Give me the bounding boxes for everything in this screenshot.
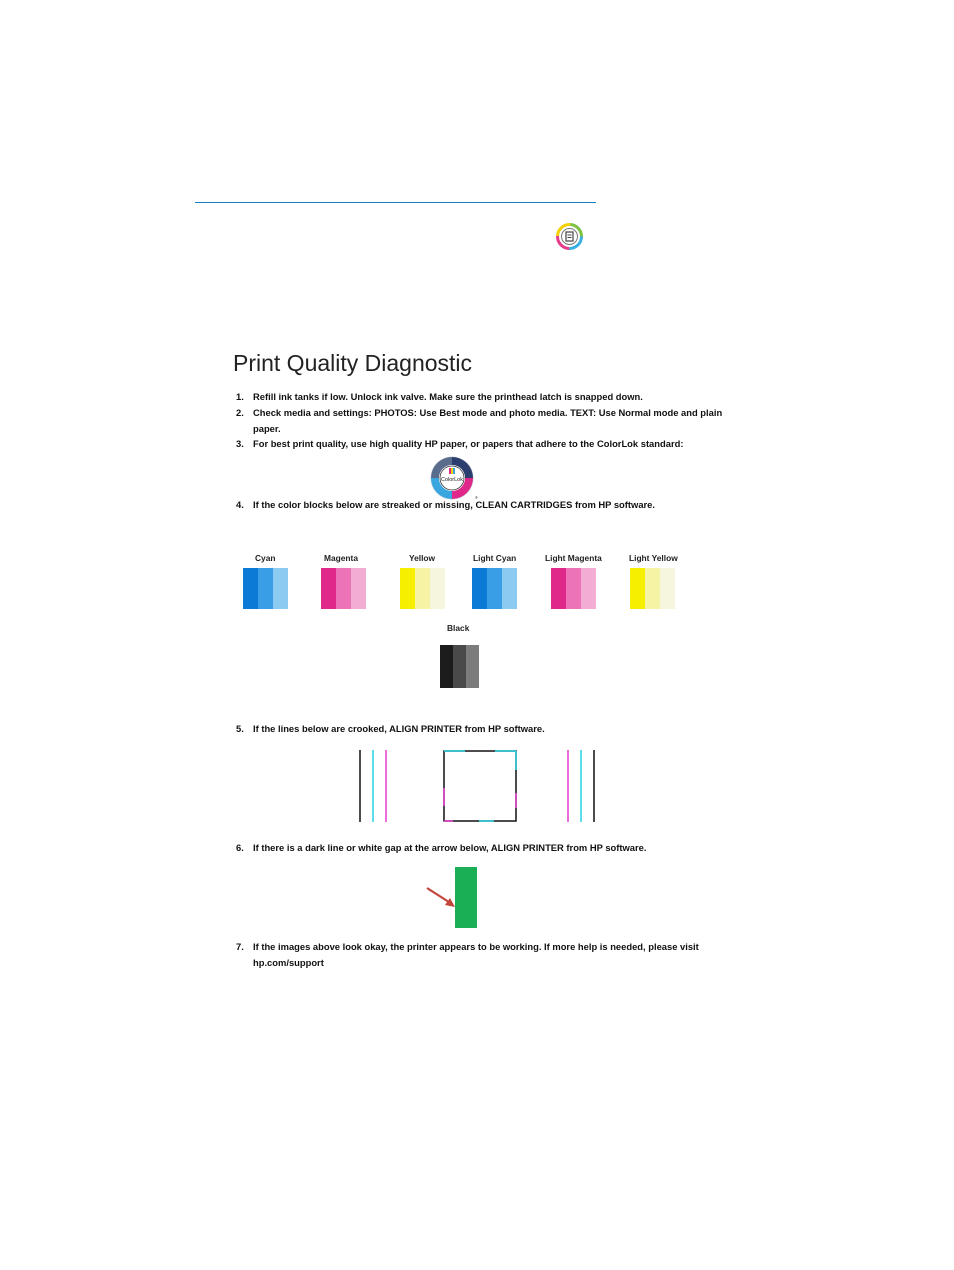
swatch-band-mid <box>645 568 660 609</box>
step-number: 4. <box>236 499 244 510</box>
swatch-band-dark <box>243 568 258 609</box>
swatch-band-mid <box>453 645 466 688</box>
step-number: 1. <box>236 391 244 402</box>
align-square <box>444 751 516 821</box>
hp-smart-icon <box>556 223 583 250</box>
swatch-band-mid <box>566 568 581 609</box>
svg-text:®: ® <box>475 495 478 500</box>
swatch-light-yellow <box>630 568 675 609</box>
green-test-bar <box>455 867 477 928</box>
swatch-band-light <box>466 645 479 688</box>
step-number: 2. <box>236 407 244 418</box>
swatch-band-light <box>581 568 596 609</box>
step-1 <box>236 389 726 405</box>
swatch-light-magenta <box>551 568 596 609</box>
arrow-icon <box>425 885 459 911</box>
step-3 <box>236 436 726 452</box>
swatch-band-dark <box>472 568 487 609</box>
colorlok-logo <box>428 455 478 501</box>
step-number: 5. <box>236 723 244 734</box>
step-text: If the images above look okay, the printer appears to be working. If more help is needed, please visit hp.com/support <box>253 941 699 968</box>
swatch-band-light <box>351 568 366 609</box>
swatch-band-dark <box>630 568 645 609</box>
swatch-band-dark <box>400 568 415 609</box>
swatch-label-light-yellow: Light Yellow <box>629 553 678 563</box>
swatch-label-cyan: Cyan <box>255 553 276 563</box>
swatch-band-dark <box>321 568 336 609</box>
step-4 <box>236 497 726 513</box>
swatch-band-mid <box>415 568 430 609</box>
step-6 <box>236 840 726 856</box>
step-number: 6. <box>236 842 244 853</box>
swatch-cyan <box>243 568 288 609</box>
step-number: 7. <box>236 941 244 952</box>
colorlok-logo-text: ColorLok <box>440 477 464 483</box>
swatch-label-black: Black <box>447 623 470 633</box>
swatch-band-mid <box>258 568 273 609</box>
step-2 <box>236 405 724 436</box>
step-text: If there is a dark line or white gap at the arrow below, ALIGN PRINTER from HP software. <box>253 842 647 853</box>
swatch-band-mid <box>487 568 502 609</box>
step-number: 3. <box>236 438 244 449</box>
step-text: If the lines below are crooked, ALIGN PRINTER from HP software. <box>253 723 545 734</box>
swatch-yellow <box>400 568 445 609</box>
step-text: Check media and settings: PHOTOS: Use Best mode and photo media. TEXT: Use Normal mode and plain paper. <box>253 407 723 434</box>
swatch-band-light <box>273 568 288 609</box>
step-text: If the color blocks below are streaked or missing, CLEAN CARTRIDGES from HP software. <box>253 499 655 510</box>
alignment-pattern <box>355 748 600 824</box>
swatch-band-light <box>660 568 675 609</box>
swatch-band-mid <box>336 568 351 609</box>
swatch-band-light <box>502 568 517 609</box>
swatch-band-light <box>430 568 445 609</box>
step-text: Refill ink tanks if low. Unlock ink valve. Make sure the printhead latch is snapped down. <box>253 391 643 402</box>
swatch-black <box>440 645 479 688</box>
swatch-band-dark <box>440 645 453 688</box>
hyperlink-underline <box>195 202 596 203</box>
report-title: Print Quality Diagnostic <box>233 350 473 376</box>
swatch-label-yellow: Yellow <box>409 553 436 563</box>
step-text: For best print quality, use high quality HP paper, or papers that adhere to the ColorLok standard: <box>253 438 684 449</box>
swatch-light-cyan <box>472 568 517 609</box>
step-7 <box>236 939 716 970</box>
swatch-magenta <box>321 568 366 609</box>
swatch-band-dark <box>551 568 566 609</box>
step-5 <box>236 721 726 737</box>
swatch-label-magenta: Magenta <box>324 553 358 563</box>
swatch-label-light-cyan: Light Cyan <box>473 553 517 563</box>
swatch-label-light-magenta: Light Magenta <box>545 553 602 563</box>
